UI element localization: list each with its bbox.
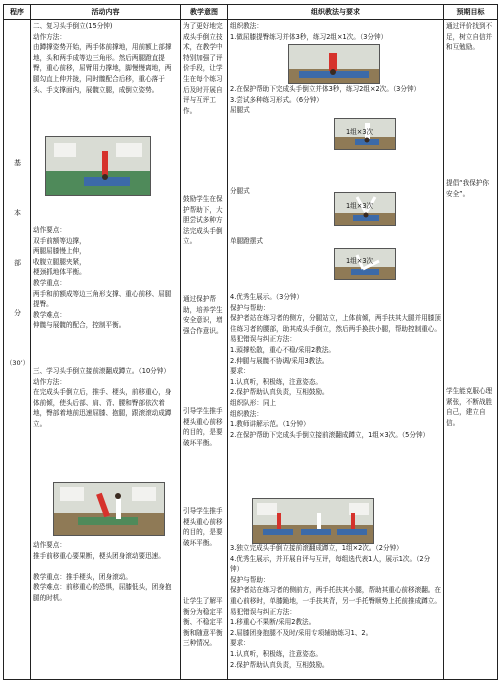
intent-block-5: 引导学生推手梗头重心前移的目的，是要破坏平衡。 xyxy=(183,507,223,547)
hip-raise-photo xyxy=(288,44,380,84)
method-cell xyxy=(228,20,444,680)
activity-block-1: 二、复习头手倒立(15分钟) 动作方法： 由蹲撑姿势开始，两手体前撑地，用前额上部撑地，头和两手成等边三角形。然后两腿蹬直提臀，重心前移，屈臂用力撑地，脚慢慢离地，两腿勾直上伸并拢，同时髋配合后移，重心落于头、手支撑面内，展髋立腿，成倒立姿势。 xyxy=(33,22,172,94)
goal-block-3: 学生能克服心理紧张，不断战胜自己，建立自信。 xyxy=(446,387,493,427)
lesson-plan-table xyxy=(3,4,498,680)
section-char-2: 本 xyxy=(14,209,21,218)
section-char-1: 基 xyxy=(14,159,21,168)
section-char-4: 分 xyxy=(14,309,21,318)
method-block-1: 组织教法： 1.做屈膝提臀练习并体3秒，练习2组×1次。（3分钟） xyxy=(230,22,388,41)
header-method: 组织教法与要求 xyxy=(228,5,444,20)
intent-block-6: 让学生了解平衡分为稳定平衡、不稳定平衡和随意平衡三种情况。 xyxy=(183,597,223,648)
goal-block-1: 通过评价找到不足，树立自信并和互勉励。 xyxy=(446,22,493,52)
method-block-3: 4.优秀生展示。（3分钟） 保护与帮助： 保护者站在练习者的侧方，分腿站立，上体前倾，两手扶其大腿并用膝顶住练习者的腰部，助其成头手倒立，然后两手换扶小腿，帮助控制重心。 易犯错误与纠正方法： 1.頭撑松散，重心不稳/采用2教法。 2.伸腿与展髋不协调/采用3教法。 要求： 1.认真听，积极练，注意姿态。 2.保护帮助认真负责，互相鼓励。 组织队形：同上 组织教法： 1.教师讲解示范。（1分钟） 2.在保护帮助下完成头手倒立接前滚翻成蹲立，1组×3次。（5分钟） xyxy=(230,293,441,439)
intent-block-2: 鼓励学生在保护帮助下，大胆尝试多种方法完成头手倒立。 xyxy=(183,195,223,246)
header-activity: 活动内容 xyxy=(31,5,181,20)
label-single-leg-sets: 1组×3次 xyxy=(346,257,374,266)
section-time: （30’） xyxy=(5,359,30,368)
method-block-2: 2.在保护帮助下完成头手倒立并体3秒，练习2组×2次。（3分钟） 3.尝试多种练习形式。（6分钟） 屈腿式 xyxy=(230,85,421,115)
intent-block-4: 引导学生推手梗头重心前移的目的，是要破坏平衡。 xyxy=(183,407,223,447)
goal-block-2: 提倡“我保护你安全”。 xyxy=(446,179,489,198)
label-single-leg-style: 单腿蹬摆式 xyxy=(230,237,263,246)
label-tuck-sets: 1组×3次 xyxy=(346,128,374,137)
table-body-row xyxy=(4,20,498,680)
handstand-photo-1 xyxy=(45,136,151,196)
activity-block-4: 动作要点： 推手前移重心要果断，梗头团身滚动要迅速。 教学重点：推手梗头，团身滚动。 教学难点：前移重心的恐惧，屈膝低头，团身抱腿的时机。 xyxy=(33,541,172,602)
intent-block-3: 通过保护帮助，培养学生安全意识，增强合作意识。 xyxy=(183,295,223,335)
activity-cell xyxy=(31,20,181,680)
table-header-row xyxy=(4,5,498,20)
gym-demo-photo xyxy=(252,498,374,544)
label-straddle-sets: 1组×3次 xyxy=(346,202,374,211)
forward-roll-photo xyxy=(53,482,165,536)
intent-block-1: 为了更好地完成头手倒立技术，在教学中特别加强了评价手段，让学生在每个练习后及时开展自评与互评工作。 xyxy=(183,22,223,115)
header-goal: 预期目标 xyxy=(444,5,498,20)
header-intent: 教学意图 xyxy=(181,5,228,20)
intent-cell xyxy=(181,20,228,680)
goal-cell xyxy=(444,20,498,680)
activity-block-2: 动作要点： 双手前额等边撑， 两腿屈膝慢上伸， 收腹立腿腿夹紧， 梗颈抓地体平衡。 教学重点： 两手和前额成等边三角形支撑、重心前移、屈腿提臀。 教学难点： 伸髋与展髋的配合，控制平衡。 xyxy=(33,226,172,330)
header-program: 程序 xyxy=(4,5,31,20)
activity-block-3: 三、学习头手倒立接前滚翻成蹲立。（10分钟） 动作方法： 在完成头手倒立后，推手、梗头，前移重心，身体前倾，使头后部、肩、背、腰和臀部依次着地，臀部着地前迅速屈膝、抱腿，跟滚滚动成蹲立。 xyxy=(33,367,172,428)
section-char-3: 部 xyxy=(14,259,21,268)
label-straddle-style: 分腿式 xyxy=(230,187,250,196)
program-cell xyxy=(4,20,31,680)
method-block-4: 3.独立完成头手倒立接前滚翻成蹲立，1组×2次。（2分钟） 4.优秀生展示，并开展自评与互评，每组选代表1人，展示1次。（2分钟） 保护与帮助： 保护者站在练习者的侧前方，两手托扶其小腿，帮助其重心前移滚翻。在重心前移时，单膝跪地，一手扶其背，另一手托臀顺势上托前推成蹲立。 易犯错误与纠正方法： 1.移重心不果断/采用2教法。 2.屈膝团身抱腿不及时/采用专项辅助练习1、2。 要求： 1.认真听，积极练，注意姿态。 2.保护帮助认真负责，互相鼓励。 xyxy=(230,544,441,669)
